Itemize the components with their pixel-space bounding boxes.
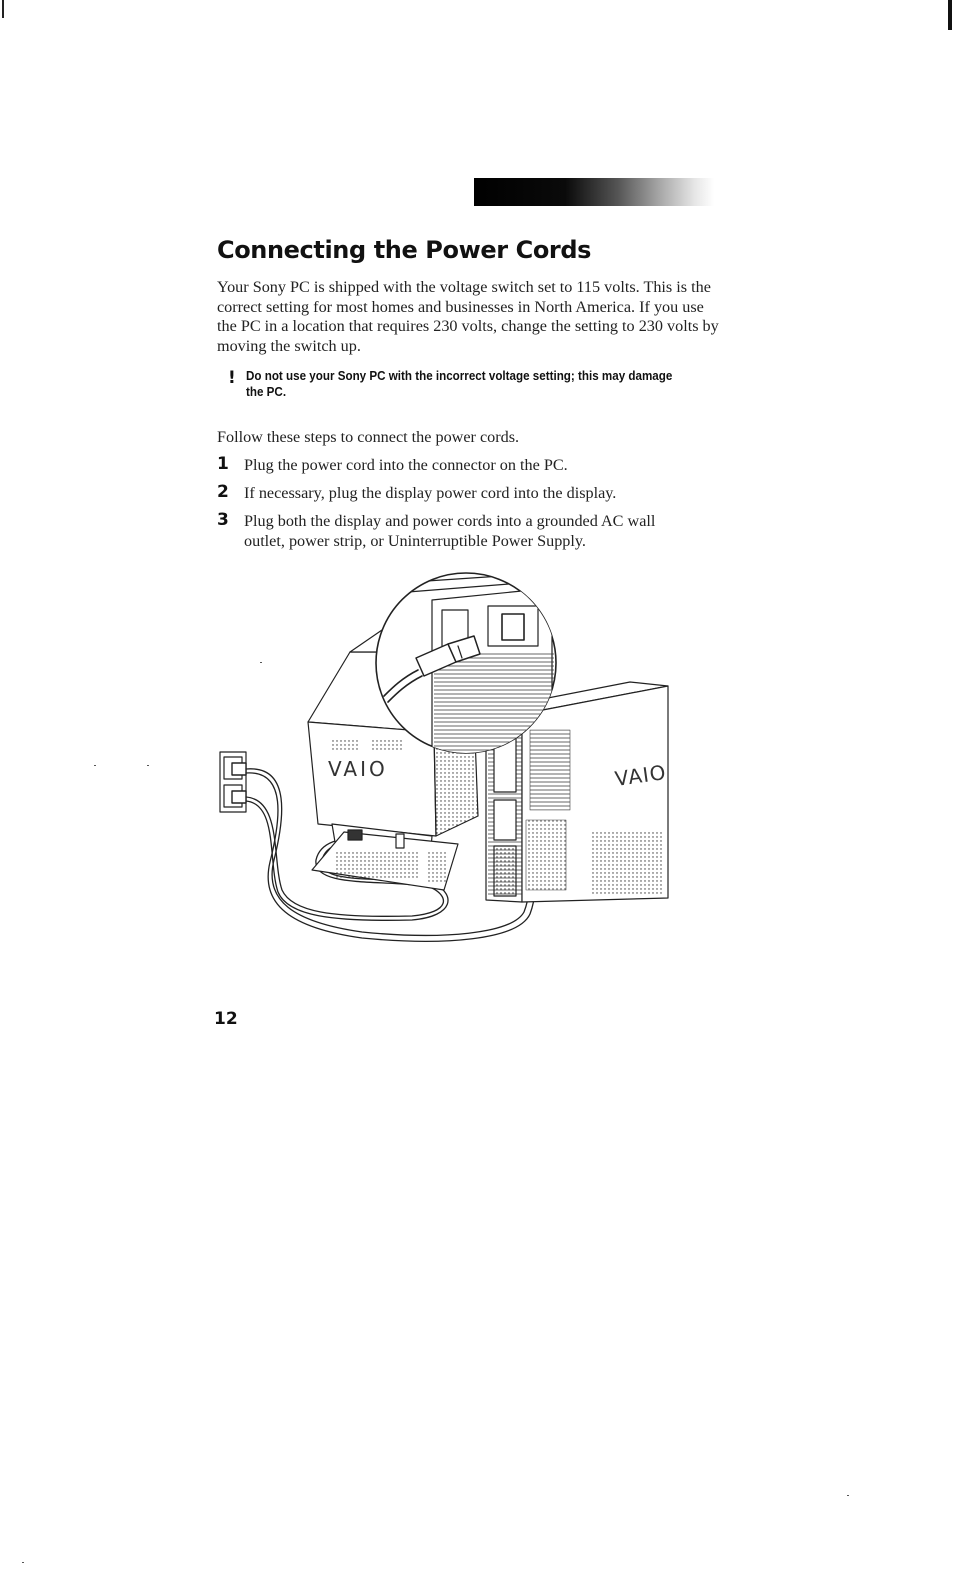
step-1 bbox=[217, 456, 697, 476]
scan-speck bbox=[94, 765, 96, 766]
steps-intro: Follow these steps to connect the power cords. bbox=[217, 428, 520, 446]
step-number: 1 bbox=[217, 454, 229, 474]
scan-edge-mark-left bbox=[2, 0, 4, 18]
section-header-bar bbox=[474, 178, 714, 206]
scan-speck bbox=[147, 765, 149, 766]
step-text: If necessary, plug the display power cord into the display. bbox=[244, 484, 617, 502]
scan-edge-mark-right bbox=[948, 0, 952, 30]
step-2 bbox=[217, 484, 697, 504]
scan-speck bbox=[260, 662, 262, 663]
wall-outlet-icon bbox=[220, 752, 246, 812]
tower-logo: VAIO bbox=[613, 759, 668, 791]
monitor-logo: VAIO bbox=[328, 757, 388, 781]
step-text: Plug both the display and power cords into a grounded AC wall outlet, power strip, or Uninterruptible Power Supply. bbox=[244, 512, 656, 550]
warning-note bbox=[228, 368, 718, 400]
step-number: 2 bbox=[217, 482, 229, 502]
scan-speck bbox=[22, 1562, 24, 1563]
intro-paragraph: Your Sony PC is shipped with the voltage switch set to 115 volts. This is the correct setting for most homes and businesses in North America. If you use the PC in a location that requires 230 volts, change the setting to 230 volts by moving the switch up. bbox=[217, 278, 719, 355]
exclamation-icon: ! bbox=[228, 368, 236, 388]
step-3 bbox=[217, 512, 697, 551]
step-number: 3 bbox=[217, 510, 229, 530]
scan-speck bbox=[847, 1495, 849, 1496]
step-text: Plug the power cord into the connector on the PC. bbox=[244, 456, 568, 474]
warning-text: Do not use your Sony PC with the incorrect voltage setting; this may damage the PC. bbox=[246, 369, 673, 399]
power-cord-connection-illustration bbox=[212, 560, 682, 960]
section-title: Connecting the Power Cords bbox=[217, 236, 592, 264]
page-number: 12 bbox=[214, 1009, 238, 1029]
